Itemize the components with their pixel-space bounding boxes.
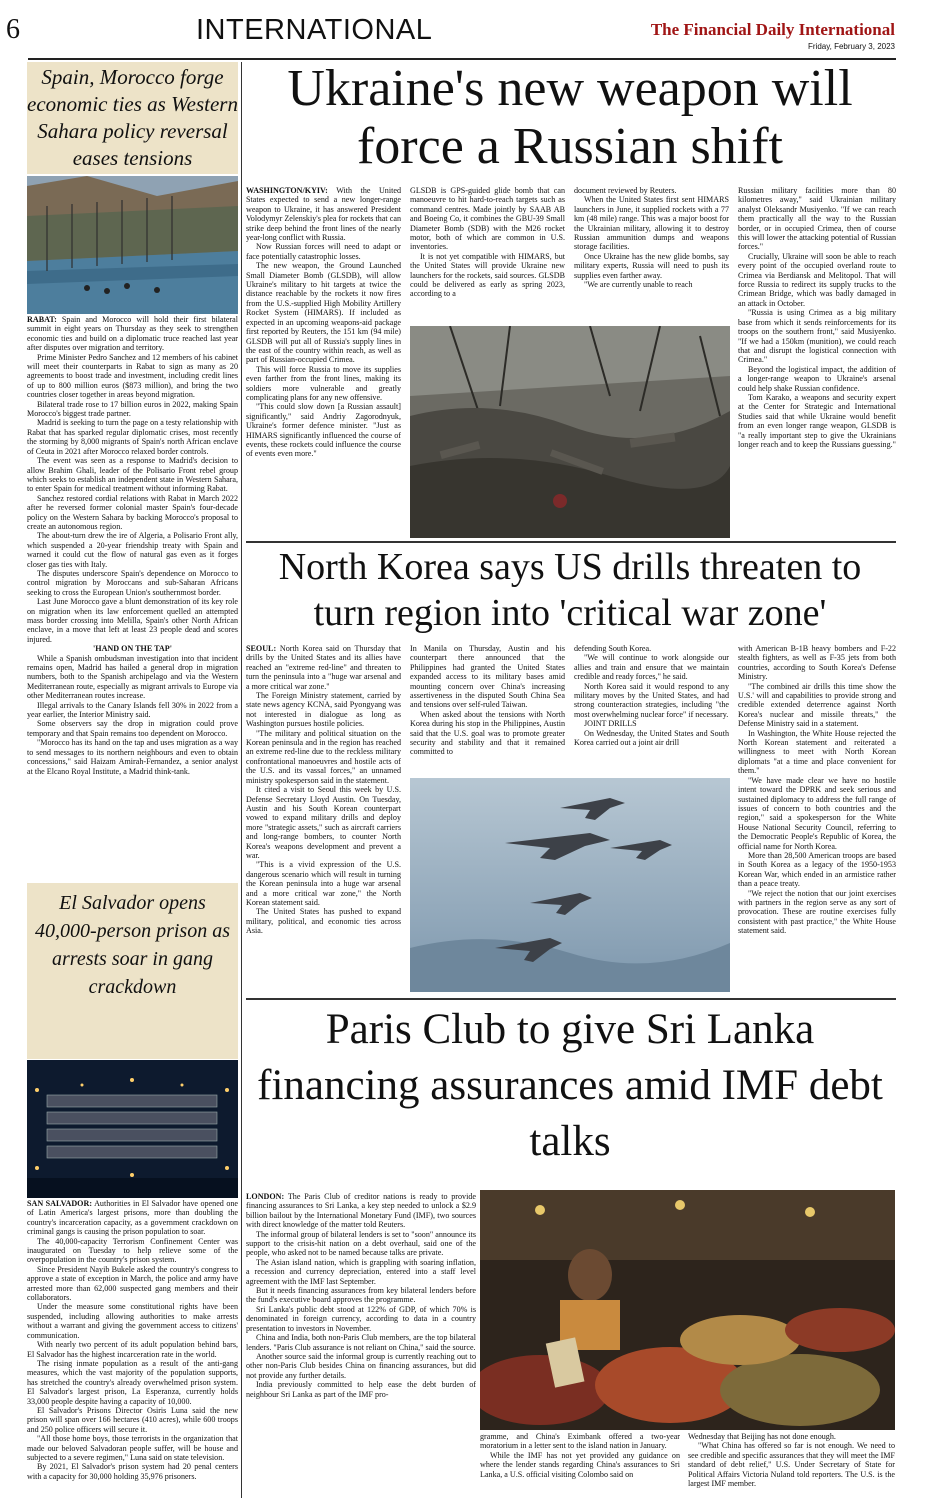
section-rule <box>246 998 896 1000</box>
dateline: LONDON: <box>246 1192 285 1201</box>
headline-spain-morocco: Spain, Morocco forge economic ties as Western Sahara policy reversal eases tensions <box>27 62 238 174</box>
subhead: JOINT DRILLS <box>584 719 637 729</box>
subhead: 'HAND ON THE TAP' <box>93 644 172 654</box>
section-title: INTERNATIONAL <box>196 14 433 46</box>
ukraine-col-1: WASHINGTON/KYIV: With the United States expected to send a new longer-range weapon to Ukraine, it has answered President Volodymyr Zelenskiy's plea for rockets that can strike deep behind the front lines of the nearly year-long conflict with Russia. Now Russian forces will need to adapt or face potentially catastrophic losses. The new weapon, the Ground Launched Small Diameter Bomb (GLSDB), will allow Ukraine's military to hit targets at twice the distance reachable by the rockets it now fires from the U.S.-supplied High Mobility Artillery Rocket System (HIMARS). If included as expected in an upcoming weapons-aid package first reported by Reuters, the 151 km (94 mile) GLSDB will put all of Russia's supply lines in the east of the country within reach, as well as part of Russian-occupied Crimea. This will force Russia to move its supplies even farther from the front lines, making its soldiers more vulnerable and greatly complicating plans for any new offensive. "This could slow down [a Russian assault] significantly," said Andriy Zagorodnyuk, Ukraine's former defence minister. "Just as HIMARS significantly influenced the course of events, these rockets could influence the course of events even more." <box>246 186 401 459</box>
korea-col-1: SEOUL: North Korea said on Thursday that drills by the United States and its allies have reached an "extreme red-line" and threaten to turn the peninsula into a "huge war arsenal and a more critical war zone." The Foreign Ministry statement, carried by state news agency KCNA, said Pyongyang was not interested in dialogue as long as Washington pursues hostile policies. "The military and political situation on the Korean peninsula and in the region has reached an extreme red-line due to the reckless military confrontational manoeuvres and hostile acts of the U.S. and its vassal forces," an unnamed ministry spokesperson said in the statement. It cited a visit to Seoul this week by U.S. Defense Secretary Lloyd Austin. On Tuesday, Austin and his South Korean counterpart vowed to expand military drills and deploy more "strategic assets," such as aircraft carriers and long-range bombers, to counter North Korea's weapons development and prevent a war. "This is a vivid expression of the U.S. dangerous scenario which will result in turning the Korean peninsula into a huge war arsenal and a more critical war zone," the North Korean statement said. The United States has pushed to expand military, political, and economic ties across Asia. <box>246 644 401 936</box>
paper-name: The Financial Daily International <box>650 20 895 39</box>
korea-col-3: defending South Korea. "We will continue to work alongside our allies and train and ensure that we maintain credible and ready forces," he said. North Korea said it would respond to any military moves by the United States, and had strong counteraction strategies, including "the most overwhelming nuclear force" if necessary. JOINT DRILLS On Wednesday, the United States and South Korea carried out a joint air drill <box>574 644 729 748</box>
column-divider <box>241 62 242 1498</box>
photo-jets-formation <box>410 778 730 992</box>
photo-ukraine-rubble <box>410 326 730 538</box>
story-el-salvador: SAN SALVADOR: Authorities in El Salvador have opened one of Latin America's largest prisons, more than doubling the country's incarceration capacity, as a government crackdown on criminal gangs is causing the prison population to soar. The 40,000-capacity Terrorism Confinement Center was inaugurated on Tuesday to help relieve some of the overpopulation in the country's prison system. Since President Nayib Bukele asked the country's congress to approve a state of exception in March, the police and army have arrested more than 62,000 suspected gang members and their collaborators. Under the measure some constitutional rights have been suspended, including allowing authorities to make arrests without a warrant and giving the government access to citizens' communication. With nearly two percent of its adult population behind bars, El Salvador has the highest incarceration rate in the world. The rising inmate population as a result of the anti-gang measures, which the vast majority of the population supports, has stretched the country's already overwhelmed prison system. El Salvador's largest prison, La Esperanza, currently holds 33,000 people despite having a capacity of 10,000. El Salvador's Prisons Director Osiris Luna said the new prison will span over 166 hectares (410 acres), while 600 troops and 250 police officers will secure it. "All those home boys, those terrorists in the organization that made our beloved Salvadoran people suffer, will be house and subjected to a severe regimen," Luna said on state television. By 2021, El Salvador's prison system had 20 penal centers with a capacity for 30,000 holding 35,976 prisoners. <box>27 1199 239 1481</box>
dateline: RABAT: <box>27 315 57 324</box>
ukraine-col-3: document reviewed by Reuters. When the United States first sent HIMARS launchers in June, it supplied rockets with a 77 km (48 mile) range. This was a major boost for the Ukrainian military, allowing it to destroy Russian ammunition dumps and weapons storage facilities. Once Ukraine has the new glide bombs, say military experts, Russia will need to push its supplies even farther away. "We are currently unable to reach <box>574 186 729 290</box>
section-rule <box>246 541 896 543</box>
left-column <box>27 62 238 1498</box>
srilanka-col-1: LONDON: The Paris Club of creditor nations is ready to provide financing assurances to Sri Lanka, a key step needed to unlock a $2.9 billion bailout by the International Monetary Fund (IMF), two sources with direct knowledge of the matter told Reuters. The informal group of bilateral lenders is set to "soon" announce its support to the crisis-hit nation on a debt overhaul, said one of the people, who asked not to be named because talks are private. The Asian island nation, which is grappling with soaring inflation, a recession and currency depreciation, entered into a staff level agreement with the IMF last September. But it needs financing assurances from key bilateral lenders before the fund's executive board approves the programme. Sri Lanka's public debt stood at 122% of GDP, of which 70% is denominated in foreign currency, according to data in a country presentation to investors in November. China and India, both non-Paris Club members, are the top bilateral lenders. "Paris Club assurance is not reliant on China," said the source. Another source said the informal group is currently reaching out to other non-Paris Club besides China on financing assurances, but did not provide any further details. India previously committed to help ease the debt burden of neighbour Sri Lanka as part of the IMF pro- <box>246 1192 476 1399</box>
srilanka-col-2: gramme, and China's Eximbank offered a two-year moratorium in a letter sent to the island nation in January. While the IMF has not yet provided any guidance on where the lender stands regarding China's assurances to Sri Lanka, a U.S. official visiting Colombo said on <box>480 1432 680 1479</box>
headline-north-korea: North Korea says US drills threaten to turn region into 'critical war zone' <box>278 546 862 634</box>
photo-border-fence <box>27 176 238 314</box>
story-spain-morocco: RABAT: Spain and Morocco will hold their first bilateral summit in eight years on Thursday as they seek to strengthen economic ties and build on a diplomatic truce reached last year after disputes over migration and territory. Prime Minister Pedro Sanchez and 12 members of his cabinet will meet their counterparts in Rabat to sign as many as 20 agreements to boost trade and investment, including credit lines of up to 800 million euros ($873 million), and bring the two countries closer together in areas beyond migration. Bilateral trade rose to 17 billion euros in 2022, making Spain Morocco's biggest trade partner. Madrid is seeking to turn the page on a testy relationship with Rabat that has sparked regular diplomatic crises, most recently the storming by 8,000 migrants of Spain's north African enclave of Ceuta in 2021 after Morocco relaxed border controls. The event was seen as a response to Madrid's decision to allow Brahim Ghali, leader of the Polisario Front rebel group which seeks to establish an independent state in Western Sahara, to enter Spain for medical treatment without informing Rabat. Sanchez restored cordial relations with Rabat in March 2022 after he reversed former colonial master Spain's four-decade policy on the Western Sahara by backing Morocco's proposal to create an autonomous region. The about-turn drew the ire of Algeria, a Polisario Front ally, which suspended a 20-year friendship treaty with Spain and warned it could cut the flow of natural gas even as it forges closer gas ties with Italy. The disputes underscore Spain's dependence on Morocco to control migration by Moroccans and sub-Saharan Africans seeking to cross the European Union's southernmost border. Last June Morocco gave a blunt demonstration of its key role on migration when its law enforcement quelled an attempted mass border crossing into Melilla, Spain's other North African enclave, in a move that left at least 23 people dead and scores injured. 'HAND ON THE TAP' While a Spanish ombudsman investigation into that incident remains open, Madrid has hailed a general drop in migration numbers, both to the Spanish archipelago and via the Western Mediterranean route, especially as migrant arrivals to Europe via other Mediterranean routes increase. Illegal arrivals to the Canary Islands fell 30% in 2022 from a year earlier, the Interior Ministry said. Some observers say the drop in migration could prove temporary and that Spain remains too dependent on Morocco. "Morocco has its hand on the tap and uses migration as a way to send messages to its northern neighbours and even to obtain concessions," said Haizam Amirah-Fernandez, a senior analyst at the Elcano Royal Institute, a Madrid think-tank. <box>27 315 238 776</box>
headline-el-salvador: El Salvador opens 40,000-person prison as arrests soar in gang crackdown <box>27 883 238 1059</box>
headline-ukraine: Ukraine's new weapon will force a Russian shift <box>287 60 853 175</box>
srilanka-col-3: Wednesday that Beijing has not done enough. "What China has offered so far is not enough. We need to see credible and specific assurances that they will meet the IMF standard of debt relief," U.S. Under Secretary of State for Political Affairs Victoria Nuland told reporters. The U.S. is the largest IMF member. <box>688 1432 895 1489</box>
ukraine-col-4: Russian military facilities more than 80 kilometres away," said Ukrainian military analyst Oleksandr Musiyenko. "If we can reach them practically all the way to the Russian border, or in occupied Crimea, then of course this will lower the attacking potential of Russian forces." Crucially, Ukraine will soon be able to reach every point of the occupied overland route to Crimea via Berdiansk and Melitopol. That will force Russia to redirect its supply trucks to the Crimean Bridge, which was badly damaged in an attack in October. "Russia is using Crimea as a big military base from which it sends reinforcements for its troops on the southern front," said Musiyenko. "If we had a 150km (munition), we could reach that and disrupt the logistical connection with Crimea." Beyond the logistical impact, the addition of a longer-range weapon to Ukraine's arsenal could help shake Russian confidence. Tom Karako, a weapons and security expert at the Center for Strategic and International Studies said that while Ukraine would benefit from an even longer range weapon, GLSDB is "a really important step to give the Ukrainians longer reach and to keep the Russians guessing." <box>738 186 896 449</box>
photo-market-vendor <box>480 1190 895 1430</box>
dateline: WASHINGTON/KYIV: <box>246 186 328 195</box>
dateline: SAN SALVADOR: <box>27 1199 93 1208</box>
headline-sri-lanka: Paris Club to give Sri Lanka financing assurances amid IMF debt talks <box>257 1006 883 1165</box>
dateline: SEOUL: <box>246 644 277 653</box>
page-number: 6 <box>6 14 20 45</box>
korea-col-2: In Manila on Thursday, Austin and his counterpart there announced that the Philippines had granted the United States expanded access to its military bases amid mounting concern over China's increasing assertiveness in the disputed South China Sea and tensions over self-ruled Taiwan. When asked about the tensions with North Korea during his stop in the Philippines, Austin said that the U.S. goal was to promote greater security and stability and that it remained committed to <box>410 644 565 757</box>
korea-col-4: with American B-1B heavy bombers and F-22 stealth fighters, as well as F-35 jets from both countries, according to South Korea's Defense Ministry. "The combined air drills this time show the U.S.' will and capabilities to provide strong and credible extended deterrence against North Korea's nuclear and missile threats," the Defense Ministry said in a statement. In Washington, the White House rejected the North Korean statement and reiterated a willingness to meet with North Korean diplomats "at a time and place convenient for them." "We have made clear we have no hostile intent toward the DPRK and seek serious and sustained diplomacy to address the full range of issues of concern to both countries and the region," said a spokesperson for the White House National Security Council, referring to the Democratic People's Republic of Korea, the official name for North Korea. More than 28,500 American troops are based in South Korea as a legacy of the 1950-1953 Korean War, which ended in an armistice rather than a peace treaty. "We reject the notion that our joint exercises with partners in the region serve as any sort of provocation. These are routine exercises fully consistent with past practice," the White House statement said. <box>738 644 896 936</box>
photo-prison-aerial <box>27 1060 238 1198</box>
page-header <box>0 0 945 51</box>
ukraine-col-2: GLSDB is GPS-guided glide bomb that can manoeuvre to hit hard-to-reach targets such as command centres. Made jointly by SAAB AB and Boeing Co, it combines the GBU-39 Small Diameter Bomb (SDB) with the M26 rocket motor, both of which are common in U.S. inventories. It is not yet compatible with HIMARS, but the United States will provide Ukraine new launchers for the rockets, said sources. GLSDB could be delivered as early as spring 2023, according to a <box>410 186 565 299</box>
issue-date: Friday, February 3, 2023 <box>807 42 895 51</box>
